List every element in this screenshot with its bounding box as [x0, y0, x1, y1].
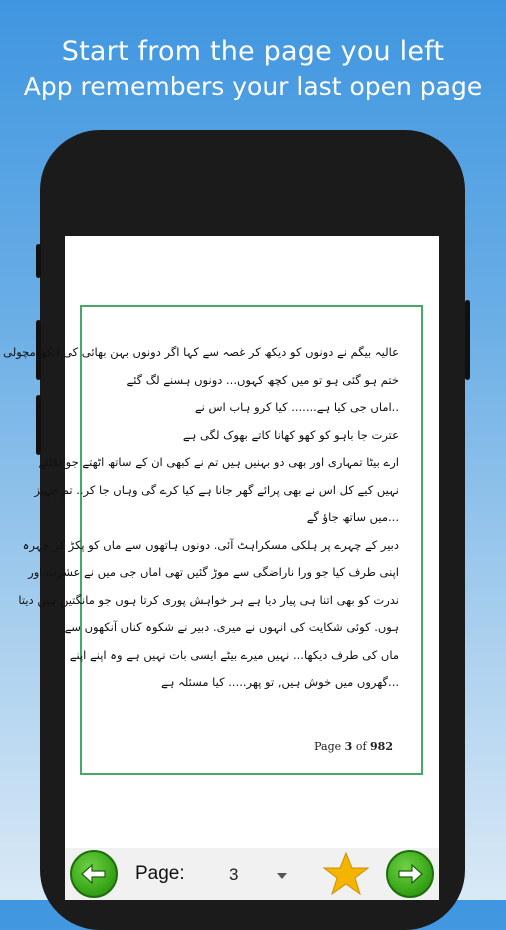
page-count-prefix: Page	[314, 740, 342, 753]
phone-screen	[3, 236, 439, 900]
chevron-down-icon	[277, 873, 287, 879]
page-count-total: 982	[370, 740, 393, 753]
text-line: ..اماں جی کیا ہے....... کیا کرو ہاب اس نے	[194, 400, 399, 414]
next-page-button[interactable]	[386, 850, 434, 898]
book-text	[3, 339, 399, 697]
page-dropdown-value: 3	[229, 865, 239, 884]
page-count-of: of	[355, 740, 367, 753]
page-label: Page:	[135, 863, 185, 884]
text-line: عترت جا باہو کو کھو کھانا کاتے بھوک لگی ہے	[182, 427, 399, 442]
phone-side-button	[36, 395, 41, 455]
text-line: دبیر کے چہرے پر ہلکی مسکراہٹ آئی. دونوں ہاتھوں سے ماں کو پکڑ کر چہرہ	[22, 537, 399, 552]
promo-subtitle: App remembers your last open page	[23, 72, 483, 101]
page-dropdown[interactable]	[225, 865, 291, 887]
bottom-toolbar	[65, 848, 439, 900]
text-line: ماں کی طرف دیکھا... نہیں میرے بیٹے ایسی بات نہیں ہے وہ اپنے اپنے	[69, 647, 399, 662]
left-arrow-icon	[79, 859, 109, 889]
star-icon[interactable]	[323, 851, 369, 897]
text-line: ارے بیٹا تمہاری اور بھی دو بہنیں ہیں تم نے کبھی ان کے ساتھ اٹھتے جو نکلتے	[38, 455, 399, 469]
text-line: ...گھروں میں خوش ہیں, تو پھر..... کیا مسئلہ ہے	[160, 675, 399, 689]
right-arrow-icon	[395, 859, 425, 889]
text-line: ...میں ساتھ جاؤ گے	[306, 510, 399, 524]
prev-page-button[interactable]	[70, 850, 118, 898]
phone-side-button	[465, 300, 470, 380]
text-line: ختم ہو گئی ہو تو میں کچھ کہوں... دونوں ہسنے لگ گئے	[126, 372, 399, 387]
page-count-current: 3	[344, 740, 353, 753]
text-line: اپنی طرف کیا جو ورا ناراضگی سے موڑ گئیں تھی اماں جی میں نے عشرت اور	[28, 565, 399, 579]
text-line: ندرت کو بھی اتنا ہی پیار دیا ہے ہر خواہش پوری کرتا ہوں جو مانگتیں ہیں دیتا	[18, 592, 399, 607]
promo-title: Start from the page you left	[61, 36, 445, 67]
text-line: عالیہ بیگم نے دونوں کو دیکھ کر غصہ سے کہا اگر دونوں بہن بھائی کی انکھ مچولی	[3, 345, 399, 359]
page-count	[314, 740, 393, 753]
phone-side-button	[36, 244, 41, 278]
book-page	[3, 305, 423, 775]
text-line: نہیں کیے کل اس نے بھی پرائے گھر جانا ہے کیا کرے گی وہاں جا کر.. تم جہیز	[34, 482, 399, 497]
text-line: ہوں. کوئی شکایت کی انہوں نے میری. دبیر نے شکوہ کناں آنکھوں سے	[64, 620, 399, 634]
